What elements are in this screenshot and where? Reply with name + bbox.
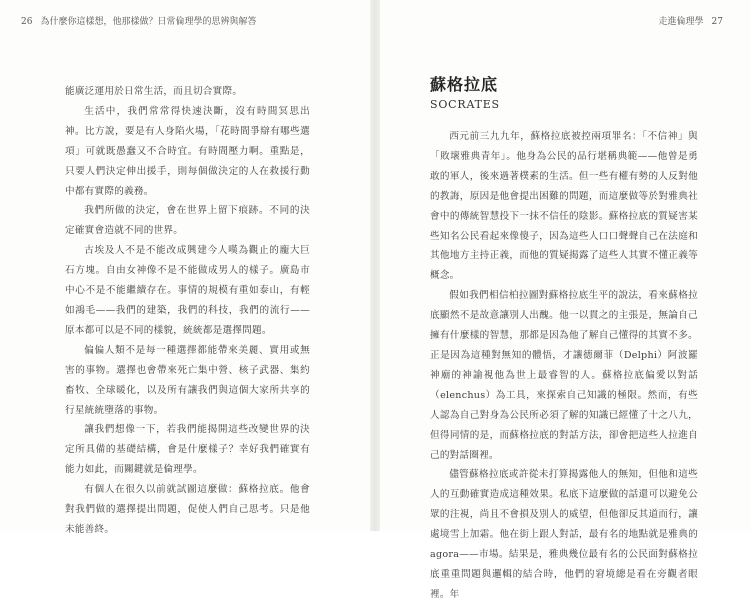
paragraph: 有個人在很久以前就試圖這麼做：蘇格拉底。他會對我們做的選擇提出問題，促使人們自己思考。只是他未能善終。: [65, 484, 310, 535]
left-page-number: 26: [21, 17, 33, 27]
left-body-text: [65, 82, 310, 540]
right-body-text: [430, 127, 698, 605]
section-title: 蘇格拉底: [430, 75, 499, 94]
paragraph: 西元前三九九年，蘇格拉底被控兩項罪名：「不信神」與「敗壞雅典青年」。他身為公民的品行堪稱典範——他曾是勇敢的軍人，後來過著樸素的生活。但一些有權有勢的人反對他的教誨，原因是他會提出困難的問題，而這麼做等於對雅典社會中的傳統智慧投下一抹不信任的陰影。蘇格拉底的質疑害某些知名公民看起來像傻子，因為這些人口口聲聲自己在法庭和其他地方主持正義，而他的質疑揭露了這些人其實不懂正義等概念。: [430, 131, 698, 282]
paragraph: 讓我們想像一下，若我們能揭開這些改變世界的決定所具備的基礎結構，會是什麼樣子？幸好我們確實有能力如此，而關鍵就是倫理學。: [65, 424, 310, 476]
right-page-number: 27: [711, 17, 723, 27]
right-running-head-title: 走進倫理學: [658, 17, 704, 27]
section-subtitle: SOCRATES: [430, 98, 500, 111]
paragraph: 儘管蘇格拉底或許從未打算揭露他人的無知，但他和這些人的互動確實造成這種效果。私底下這麼做的話還可以避免公眾的注視，尚且不會損及別人的威望，但他卻反其道而行，讓處境雪上加霜。他在街上跟人對話，最有名的地點就是雅典的agora——市場。結果是，雅典幾位最有名的公民面對蘇格拉底重重問題與邏輯的結合時，他們的窘境總是看在旁觀者眼裡。年: [430, 469, 698, 600]
left-running-head: [21, 14, 256, 27]
paragraph: 能廣泛運用於日常生活，而且切合實際。: [65, 86, 243, 97]
paragraph: 假如我們相信柏拉圖對蘇格拉底生平的說法，看來蘇格拉底顯然不是故意讓別人出醜。他一以貫之的主張是，無論自己擁有什麼樣的智慧，那都是因為他了解自己懂得的其實不多。正是因為這種對無知的體悟，才讓德爾菲（Delphi）阿波羅神廟的神諭視他為世上最睿智的人。蘇格拉底偏愛以對話（elenchus）為工具，來探索自己知識的極限。然而，有些人認為自己對身為公民所必須了解的知識已經懂了十之八九，但得同情的是，而蘇格拉底的對話方法，卻會把這些人拉進自己的對話圈裡。: [430, 290, 698, 461]
left-running-head-title: 為什麼你這樣想，他那樣做？日常倫理學的思辨與解答: [40, 17, 257, 27]
book-gutter: [370, 0, 380, 531]
paragraph: 古埃及人不是不能改成興建今人嘆為觀止的龐大巨石方塊。自由女神像不是不能做成男人的樣子。廣島市中心不是不能繼續存在。事情的規模有重如泰山，有輕如鴻毛——我們的建築，我們的科技，我們的流行——原本都可以是不同的樣貌，統統都是選擇問題。: [65, 245, 310, 336]
paragraph: 我們所做的決定，會在世界上留下痕跡。不同的決定確實會造就不同的世界。: [65, 205, 310, 237]
right-running-head: [659, 14, 723, 27]
paragraph: 生活中，我們常常得快速決斷，沒有時間冥思出神。比方說，要是有人身陷火場，「花時間爭辯有哪些選項」可就既愚蠢又不合時宜。有時間壓力啊。重點是，只要人們決定伸出援手，則每個做決定的人在救援行動中都有實際的義務。: [65, 105, 310, 197]
paragraph: 偏偏人類不是每一種選擇都能帶來美麗、實用或無害的事物。選擇也會帶來死亡集中營、核子武器、集約畜牧、全球暖化，以及所有讓我們與這個大家所共享的行星統統墮落的事物。: [65, 344, 310, 416]
